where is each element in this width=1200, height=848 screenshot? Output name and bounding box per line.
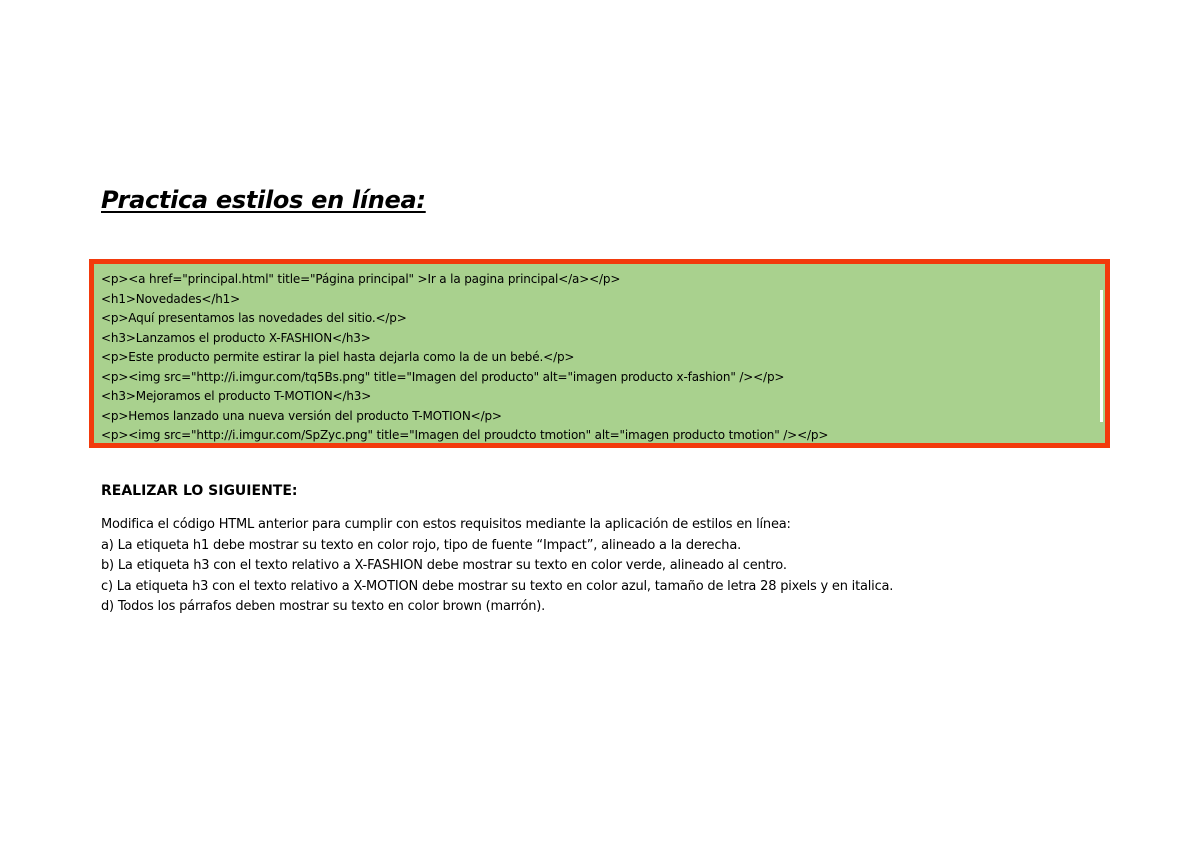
instruction-item-c: c) La etiqueta h3 con el texto relativo a X-MOTION debe mostrar su texto en color azul, tamaño de letra 28 pixels y en italica. [101,578,894,594]
instructions-heading: REALIZAR LO SIGUIENTE: [101,483,298,499]
code-line: <h1>Novedades</h1> [101,291,241,306]
code-snippet-box [89,259,1110,448]
code-line: <p><a href="principal.html" title="Página principal" >Ir a la pagina principal</a></p> [101,272,621,286]
code-line: <p>Este producto permite estirar la piel hasta dejarla como la de un bebé.</p> [101,350,575,364]
instructions-list [101,515,893,618]
instruction-item-d: d) Todos los párrafos deben mostrar su texto en color brown (marrón). [101,599,546,614]
code-line: <p>Aquí presentamos las novedades del sitio.</p> [101,311,407,325]
code-lines [101,270,828,446]
instruction-item-a: a) La etiqueta h1 debe mostrar su texto en color rojo, tipo de fuente “Impact”, alineado a la derecha. [101,537,742,553]
code-line: <h3>Mejoramos el producto T-MOTION</h3> [101,389,372,403]
code-line: <p><img src="http://i.imgur.com/tq5Bs.png" title="Imagen del producto" alt="imagen producto x-fashion" /></p> [101,369,785,384]
code-line: <h3>Lanzamos el producto X-FASHION</h3> [101,330,371,345]
code-line: <p><img src="http://i.imgur.com/SpZyc.png" title="Imagen del proudcto tmotion" alt="imagen producto tmotion" /></p> [101,428,829,442]
code-line: <p>Hemos lanzado una nueva versión del producto T-MOTION</p> [101,408,502,423]
instruction-item-b: b) La etiqueta h3 con el texto relativo a X-FASHION debe mostrar su texto en color verde, alineado al centro. [101,558,787,573]
box-scroll-edge [1100,290,1103,422]
instruction-intro: Modifica el código HTML anterior para cumplir con estos requisitos mediante la aplicación de estilos en línea: [101,517,791,532]
page-title: Practica estilos en línea: [101,186,426,214]
